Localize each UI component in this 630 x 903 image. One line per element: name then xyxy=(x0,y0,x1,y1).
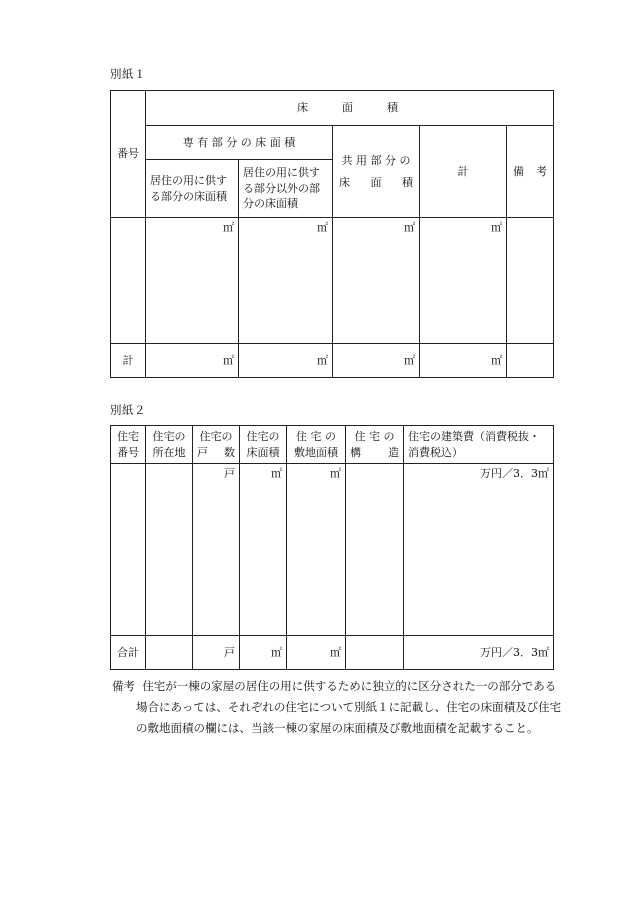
unit-households: 戸 xyxy=(193,464,240,636)
col7-line1: 住宅の建築費（消費税抜・ xyxy=(408,429,540,443)
common-area-line1: 共 用 部 分 の xyxy=(341,153,411,167)
col-floor-area-header xyxy=(240,426,287,464)
total-unit-non-residential: ㎡ xyxy=(239,344,333,378)
total-unit-residential: ㎡ xyxy=(146,344,239,378)
non-residential-area-header: 居住の用に供する部分以外の部分の床面積 xyxy=(239,160,333,218)
private-area-header: 専 有 部 分 の 床 面 積 xyxy=(146,126,333,160)
number-header: 番号 xyxy=(111,91,146,218)
col4-line2: 床面積 xyxy=(246,445,280,459)
note-line2: 場合にあっては、それぞれの住宅について別紙１に記載し、住宅の床面積及び住宅 xyxy=(136,700,562,714)
common-area-char3: 積 xyxy=(402,175,413,189)
total-unit-common: ㎡ xyxy=(333,344,420,378)
col3-char1: 戸 xyxy=(197,445,208,459)
sheet1-label: 別紙１ xyxy=(110,67,146,81)
unit-residential: ㎡ xyxy=(146,218,239,344)
total-unit-total: ㎡ xyxy=(420,344,507,378)
col-construction-cost-header xyxy=(404,426,554,464)
total-remarks-cell xyxy=(507,344,554,378)
col1-line1: 住宅 xyxy=(117,429,139,443)
total-unit-construction-cost: 万円／3．3㎡ xyxy=(404,636,554,670)
data-house-number-cell xyxy=(111,464,146,636)
remarks-char1: 備 xyxy=(513,164,524,178)
total-header: 計 xyxy=(420,126,507,218)
col-house-number-header xyxy=(111,426,146,464)
total-unit-floor-area: ㎡ xyxy=(240,636,287,670)
col5-line2: 敷地面積 xyxy=(294,445,338,459)
col-households-header xyxy=(193,426,240,464)
common-area-char2: 面 xyxy=(370,175,382,189)
total-row-label: 計 xyxy=(111,344,146,378)
common-area-char1: 床 xyxy=(339,175,350,189)
sheet2-table xyxy=(110,425,554,670)
col4-line1: 住宅の xyxy=(246,429,280,443)
col7-line2: 消費税込） xyxy=(408,445,463,459)
col6-char1: 構 xyxy=(350,445,361,459)
total-location-cell xyxy=(146,636,193,670)
col1-line2: 番号 xyxy=(117,445,139,459)
col3-char2: 数 xyxy=(224,445,235,459)
floor-area-header: 床 面 積 xyxy=(146,91,554,126)
col5-line1: 住 宅 の xyxy=(296,429,336,443)
data-number-cell xyxy=(111,218,146,344)
total-unit-site-area: ㎡ xyxy=(287,636,346,670)
sheet2-label: 別紙２ xyxy=(110,403,146,417)
grand-total-row-label: 合計 xyxy=(111,636,146,670)
note-line1: 住宅が一棟の家屋の居住の用に供するために独立的に区分された一の部分である xyxy=(142,679,557,693)
col-structure-header xyxy=(346,426,404,464)
unit-floor-area: ㎡ xyxy=(240,464,287,636)
unit-site-area: ㎡ xyxy=(287,464,346,636)
col6-char2: 造 xyxy=(388,445,399,459)
note-label: 備考 xyxy=(112,679,135,693)
col2-line1: 住宅の xyxy=(152,429,186,443)
col-location-header xyxy=(146,426,193,464)
remarks-char2: 考 xyxy=(536,164,548,178)
data-remarks-cell xyxy=(507,218,554,344)
total-structure-cell xyxy=(346,636,404,670)
col6-line1: 住 宅 の xyxy=(354,429,395,443)
residential-area-header: 居住の用に供する部分の床面積 xyxy=(146,160,239,218)
remarks-note xyxy=(112,676,572,739)
total-unit-households: 戸 xyxy=(193,636,240,670)
common-area-header xyxy=(333,126,420,218)
unit-common: ㎡ xyxy=(333,218,420,344)
note-line3: の敷地面積の欄には、当該一棟の家屋の床面積及び敷地面積を記載すること。 xyxy=(136,721,539,735)
col3-line1: 住宅の xyxy=(199,429,233,443)
data-structure-cell xyxy=(346,464,404,636)
col2-line2: 所在地 xyxy=(152,445,186,459)
data-location-cell xyxy=(146,464,193,636)
sheet1-table xyxy=(110,90,554,378)
unit-construction-cost: 万円／3．3㎡ xyxy=(404,464,554,636)
col-site-area-header xyxy=(287,426,346,464)
unit-non-residential: ㎡ xyxy=(239,218,333,344)
remarks-header xyxy=(507,126,554,218)
unit-total: ㎡ xyxy=(420,218,507,344)
